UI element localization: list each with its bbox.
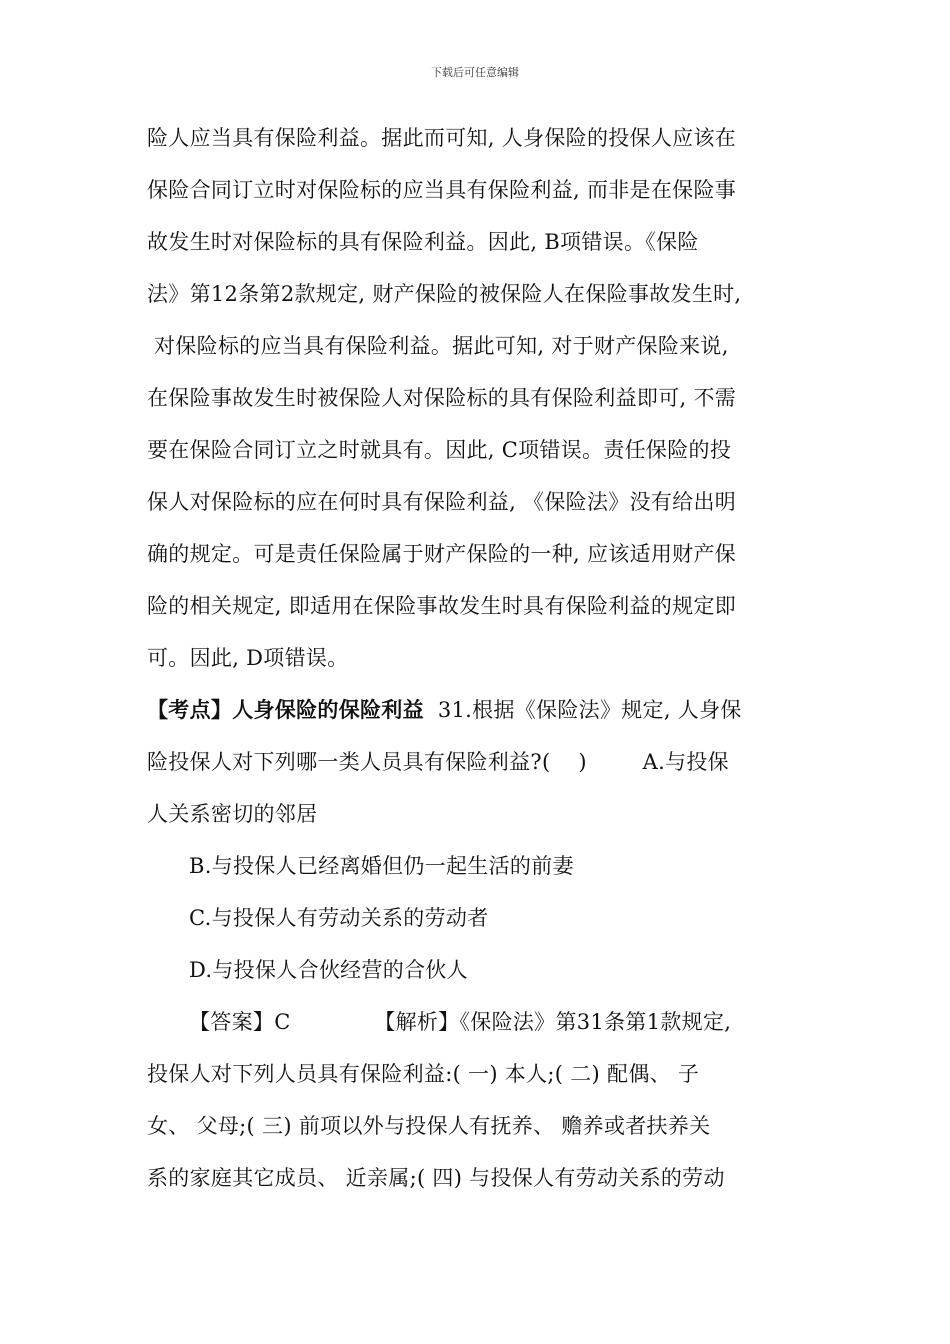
document-body xyxy=(147,112,827,1204)
paragraph-line: 险人应当具有保险利益。据此而可知, 人身保险的投保人应该在 xyxy=(147,126,737,150)
analysis-line: 投保人对下列人员具有保险利益:( 一) 本人;( 二) 配偶、 子 xyxy=(147,1062,700,1086)
question-stem-line xyxy=(147,684,827,736)
question-stem-line: 人关系密切的邻居 xyxy=(147,802,318,826)
paragraph-line: 确的规定。可是责任保险属于财产保险的一种, 应该适用财产保 xyxy=(147,542,737,566)
question-option-d: D.与投保人合伙经营的合伙人 xyxy=(189,958,468,982)
paragraph-line: 可。因此, D项错误。 xyxy=(147,646,349,670)
question-option-b: B.与投保人已经离婚但仍一起生活的前妻 xyxy=(189,854,574,878)
paragraph-line: 要在保险合同订立之时就具有。因此, C项错误。责任保险的投 xyxy=(147,438,732,462)
paragraph-line: 保险合同订立时对保险标的应当具有保险利益, 而非是在保险事 xyxy=(147,178,737,202)
answer-line: 【答案】C 【解析】《保险法》第31条第1款规定, xyxy=(189,1010,732,1034)
question-stem-text: 31.根据《保险法》规定, 人身保 xyxy=(423,698,742,722)
question-stem-line: 险投保人对下列哪一类人员具有保险利益?( ) A.与投保 xyxy=(147,750,729,774)
analysis-line: 系的家庭其它成员、 近亲属;( 四) 与投保人有劳动关系的劳动 xyxy=(147,1166,725,1190)
analysis-line: 女、 父母;( 三) 前项以外与投保人有抚养、 赡养或者扶养关 xyxy=(147,1114,711,1138)
paragraph-line: 在保险事故发生时被保险人对保险标的具有保险利益即可, 不需 xyxy=(147,386,737,410)
paragraph-line: 险的相关规定, 即适用在保险事故发生时具有保险利益的规定即 xyxy=(147,594,737,618)
kaodian-label: 【考点】人身保险的保险利益 xyxy=(147,698,424,722)
page-header: 下载后可任意编辑 xyxy=(431,66,519,79)
question-option-c: C.与投保人有劳动关系的劳动者 xyxy=(189,906,489,930)
paragraph-line: 法》第12条第2款规定, 财产保险的被保险人在保险事故发生时, xyxy=(147,282,742,306)
paragraph-line: 保人对保险标的应在何时具有保险利益, 《保险法》没有给出明 xyxy=(147,490,737,514)
paragraph-line: 对保险标的应当具有保险利益。据此可知, 对于财产保险来说, xyxy=(147,334,729,358)
paragraph-line: 故发生时对保险标的具有保险利益。因此, B项错误。《保险 xyxy=(147,230,699,254)
